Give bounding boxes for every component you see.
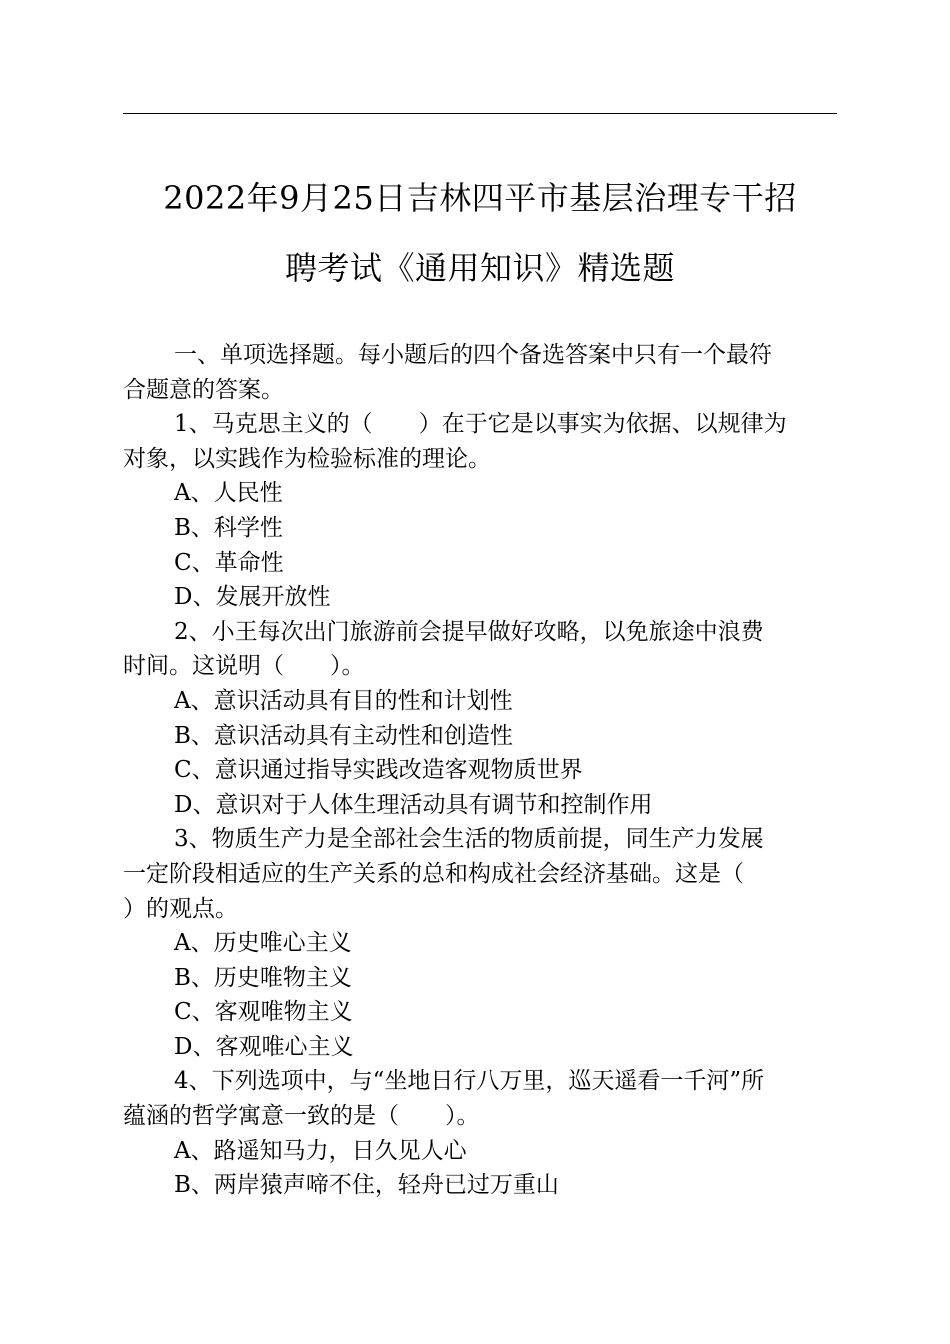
question-3-option-c: C、客观唯物主义 [174,999,353,1026]
question-2-option-c: C、意识通过指导实践改造客观物质世界 [174,757,583,784]
question-3-option-d: D、客观唯心主义 [174,1033,354,1060]
question-4-option-b: B、两岸猿声啼不住，轻舟已过万重山 [174,1172,559,1199]
question-2-stem-line-2: 时间。这说明（ ）。 [123,653,365,680]
question-2-option-d: D、意识对于人体生理活动具有调节和控制作用 [174,791,653,818]
question-4-stem-line-2: 蕴涵的哲学寓意一致的是（ ）。 [123,1103,480,1130]
section-instruction-line-1: 一、单项选择题。每小题后的四个备选答案中只有一个最符 [174,342,772,368]
question-1-stem-line-1: 1、马克思主义的（ ）在于它是以事实为依据、以规律为 [174,411,787,438]
document-title-line-1: 2022年9月25日吉林四平市基层治理专干招 [163,179,797,217]
question-3-stem-line-1: 3、物质生产力是全部社会生活的物质前提，同生产力发展 [174,826,764,853]
question-1-option-b: B、科学性 [174,514,283,541]
document-title-line-2: 聘考试《通用知识》精选题 [284,249,675,287]
question-3-stem-line-3: ）的观点。 [123,895,238,922]
section-instruction-line-2: 合题意的答案。 [123,376,284,403]
question-2-stem-line-1: 2、小王每次出门旅游前会提早做好攻略，以免旅途中浪费 [174,618,764,645]
question-3-option-a: A、历史唯心主义 [174,930,352,957]
question-2-option-b: B、意识活动具有主动性和创造性 [174,722,513,749]
question-1-option-d: D、发展开放性 [174,584,331,611]
question-3-stem-line-2: 一定阶段相适应的生产关系的总和构成社会经济基础。这是（ [123,860,744,887]
question-1-option-c: C、革命性 [174,549,284,576]
header-rule [123,113,837,114]
question-3-option-b: B、历史唯物主义 [174,964,352,991]
question-4-option-a: A、路遥知马力，日久见人心 [174,1137,467,1164]
question-4-stem-line-1: 4、下列选项中，与“坐地日行八万里，巡天遥看一千河”所 [174,1068,765,1095]
document-body [123,338,837,1203]
question-2-option-a: A、意识活动具有目的性和计划性 [174,687,513,714]
question-1-stem-line-2: 对象，以实践作为检验标准的理论。 [123,445,491,472]
question-1-option-a: A、人民性 [174,480,283,507]
